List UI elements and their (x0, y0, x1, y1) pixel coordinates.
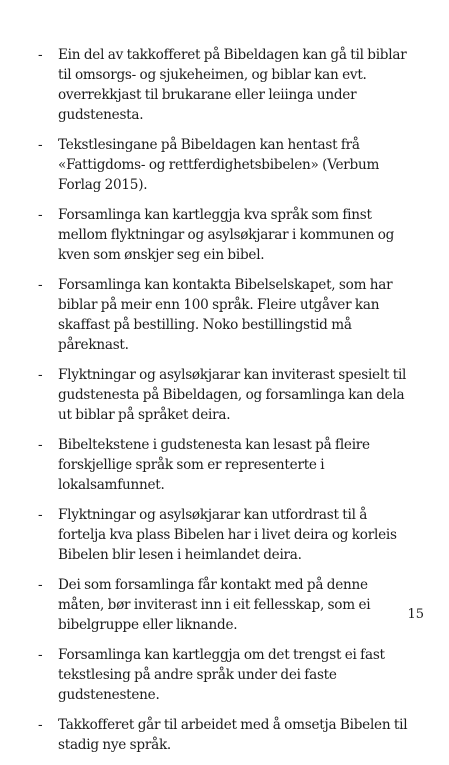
list-item-text: Forsamlinga kan kartleggja kva språk som finst mellom flyktningar og asylsøkjarar i kommunen og kven som ønskjer seg ein bibel. (58, 207, 395, 263)
bullet-dash: - (38, 717, 43, 733)
list-item-text: Dei som forsamlinga får kontakt med på denne måten, bør inviterast inn i eit fellesskap, som ei bibelgruppe eller liknande. (58, 577, 371, 633)
list-item (38, 645, 416, 705)
list-item-text: Forsamlinga kan kartleggja om det trengst ei fast tekstlesing på andre språk under dei faste gudstenestene. (58, 647, 385, 703)
list-item (38, 135, 416, 195)
list-item (38, 505, 416, 565)
bullet-list (38, 45, 416, 765)
bullet-dash: - (38, 207, 43, 223)
list-item-text: Tekstlesingane på Bibeldagen kan hentast frå «Fattigdoms- og rettferdighetsbibelen» (Verbum Forlag 2015). (58, 137, 380, 193)
page-number: 15 (407, 607, 424, 622)
list-item (38, 45, 416, 125)
bullet-dash: - (38, 47, 43, 63)
bullet-dash: - (38, 277, 43, 293)
list-item (38, 275, 416, 355)
bullet-dash: - (38, 647, 43, 663)
list-item (38, 435, 416, 495)
list-item-text: Flyktningar og asylsøkjarar kan inviterast spesielt til gudstenesta på Bibeldagen, og forsamlinga kan dela ut biblar på språket deira. (58, 367, 407, 423)
list-item (38, 365, 416, 425)
bullet-dash: - (38, 137, 43, 153)
bullet-dash: - (38, 437, 43, 453)
list-item-text: Forsamlinga kan kontakta Bibelselskapet, som har biblar på meir enn 100 språk. Fleire utgåver kan skaffast på bestilling. Noko bestillingstid må påreknast. (58, 277, 393, 353)
bullet-dash: - (38, 507, 43, 523)
bullet-dash: - (38, 577, 43, 593)
bullet-dash: - (38, 367, 43, 383)
list-item-text: Takkofferet går til arbeidet med å omsetja Bibelen til stadig nye språk. (58, 717, 408, 753)
list-item-text: Ein del av takkofferet på Bibeldagen kan gå til biblar til omsorgs- og sjukeheimen, og biblar kan evt. overrekkjast til brukarane eller leiinga under gudstenesta. (58, 47, 407, 123)
list-item (38, 575, 416, 635)
list-item-text: Bibeltekstene i gudstenesta kan lesast på fleire forskjellige språk som er representerte i lokalsamfunnet. (58, 437, 370, 493)
list-item-text: Flyktningar og asylsøkjarar kan utfordrast til å fortelja kva plass Bibelen har i livet deira og korleis Bibelen blir lesen i heimlandet deira. (58, 507, 397, 563)
list-item (38, 205, 416, 265)
list-item (38, 715, 416, 755)
